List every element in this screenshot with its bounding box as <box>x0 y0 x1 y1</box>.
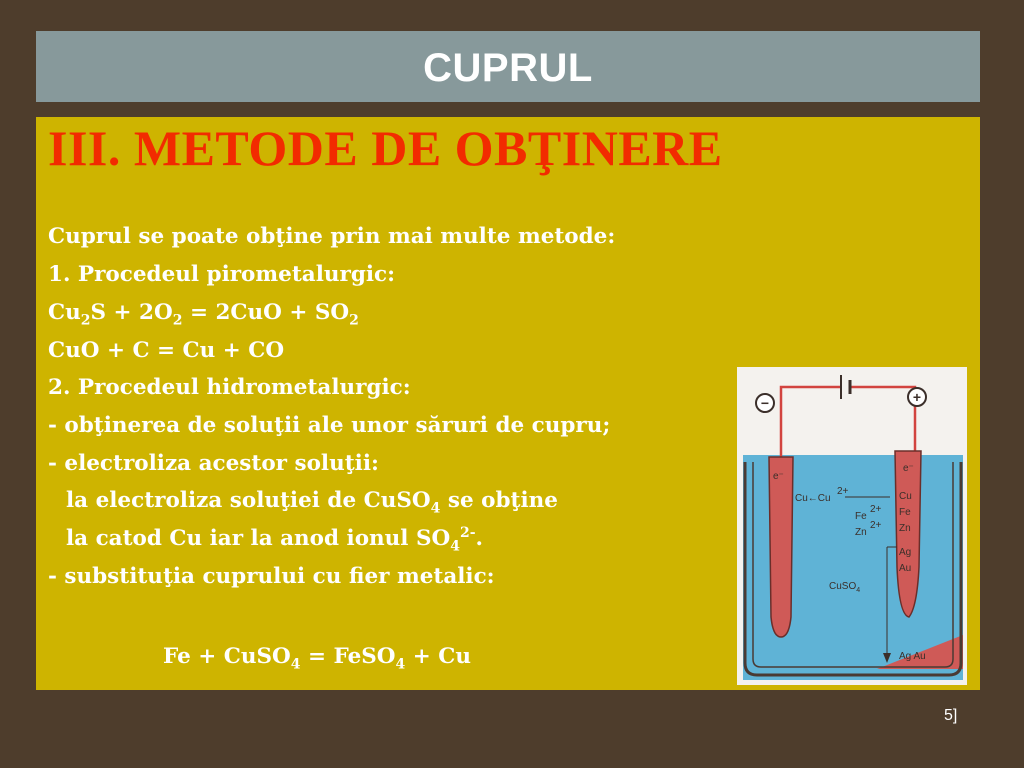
section-heading: III. METODE DE OBŢINERE <box>48 120 723 176</box>
svg-text:e⁻: e⁻ <box>903 463 914 474</box>
bullet-solutions: - obţinerea de soluţii ale unor săruri de cupru; <box>48 413 611 438</box>
svg-text:e⁻: e⁻ <box>773 471 784 482</box>
electrolysis-detail-2: la catod Cu iar la anod ionul $SO_4^{2-}$. <box>66 524 484 555</box>
method1-line: 1. Procedeul pirometalurgic: <box>48 262 396 287</box>
slide-title: CUPRUL <box>423 46 593 90</box>
slide-number: 5] <box>944 707 958 724</box>
svg-text:Cu←Cu: Cu←Cu <box>795 493 831 504</box>
svg-text:+: + <box>912 389 922 405</box>
bullet-substitution: - substituţia cuprului cu fier metalic: <box>48 564 495 589</box>
wire <box>781 387 841 457</box>
svg-text:−: − <box>760 395 770 411</box>
cathode <box>769 457 793 637</box>
svg-text:2+: 2+ <box>837 486 849 497</box>
bullet-electrolysis: - electroliza acestor soluţii: <box>48 451 379 476</box>
equation-1: $Cu_2S + 2O_2 = 2CuO + SO_2$ <box>48 300 359 329</box>
svg-text:Ag Au: Ag Au <box>899 651 926 662</box>
svg-text:2+: 2+ <box>870 504 882 515</box>
intro-line: Cuprul se poate obţine prin mai multe metode: <box>48 224 616 249</box>
svg-text:Fe: Fe <box>855 511 867 522</box>
svg-text:Cu: Cu <box>899 491 912 502</box>
anode <box>895 451 921 617</box>
method2-line: 2. Procedeul hidrometalurgic: <box>48 375 411 400</box>
title-bar <box>36 31 980 102</box>
svg-text:Ag: Ag <box>899 547 912 558</box>
equation-2: CuO + C = Cu + CO <box>48 338 285 363</box>
equation-3: Fe + CuSO$_4$ = FeSO$_4$ + Cu <box>163 644 472 673</box>
svg-text:2+: 2+ <box>870 520 882 531</box>
svg-text:Fe: Fe <box>899 507 911 518</box>
svg-text:Zn: Zn <box>899 523 911 534</box>
electrolysis-diagram <box>737 367 967 685</box>
svg-text:Zn: Zn <box>855 527 867 538</box>
electrolysis-detail-1: la electroliza soluţiei de CuSO$_4$ se obţine <box>66 488 558 517</box>
cuso4-label: CuSO$_4$ <box>829 581 861 594</box>
svg-text:Au: Au <box>899 563 912 574</box>
